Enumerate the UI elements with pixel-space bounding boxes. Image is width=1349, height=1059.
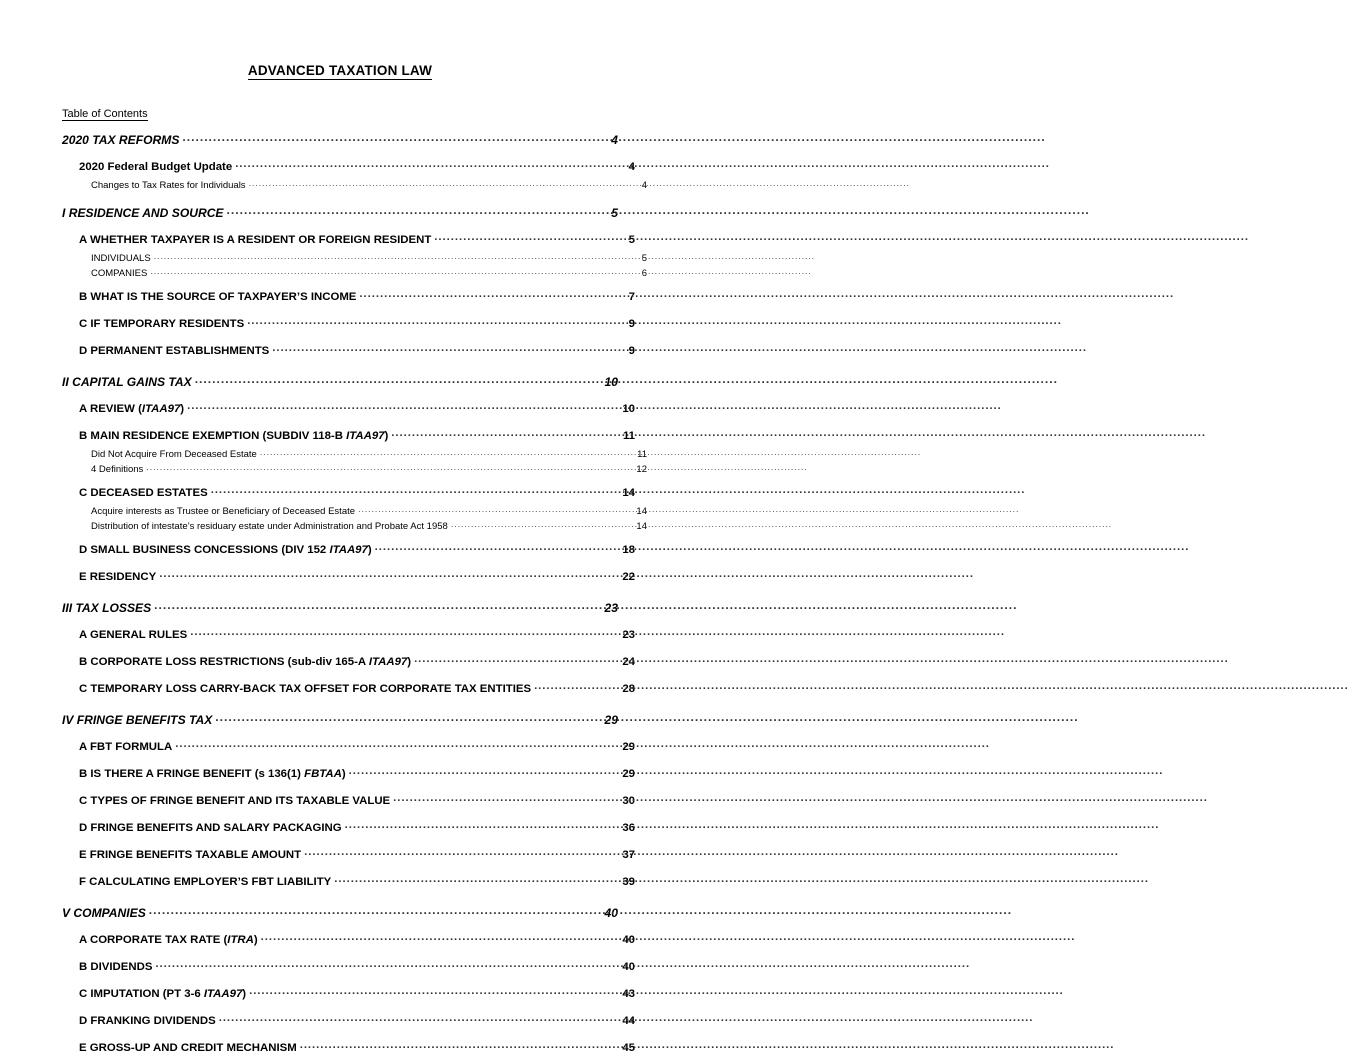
toc-dot-leader [247, 318, 617, 329]
toc-entry-label-suffix: ) [341, 768, 346, 780]
toc-entry[interactable] [79, 229, 635, 251]
toc-dot-leader [187, 403, 617, 414]
toc-page-number: 10 [604, 374, 618, 389]
toc-entry-label: B DIVIDENDS [79, 961, 153, 973]
toc-entry-label: Did Not Acquire From Deceased Estate [91, 449, 257, 460]
toc-entry-label-suffix: ) [384, 430, 389, 442]
toc-page-number: 29 [622, 741, 635, 753]
toc-dot-leader [227, 206, 601, 218]
toc-entry[interactable] [79, 929, 635, 951]
toc-entry[interactable] [79, 1037, 635, 1059]
toc-entry[interactable] [62, 901, 618, 924]
toc-entry[interactable] [79, 425, 635, 447]
toc-entry-citation: ITAA97 [203, 988, 243, 1000]
toc-page-number: 11 [637, 449, 647, 460]
toc-entry[interactable] [91, 251, 647, 266]
page-title [0, 63, 680, 78]
toc-page-number: 43 [622, 988, 635, 1000]
toc-entry-label: II CAPITAL GAINS TAX [62, 374, 192, 389]
toc-dot-leader [359, 291, 617, 302]
toc-entry-label: B WHAT IS THE SOURCE OF TAXPAYER’S INCOME [79, 291, 357, 303]
toc-dot-leader [334, 876, 617, 887]
toc-page-number: 7 [628, 291, 635, 303]
toc-entry-label-suffix: ) [407, 656, 412, 668]
toc-page-number: 14 [622, 487, 635, 499]
toc-page-number: 4 [611, 132, 618, 147]
toc-entry-label: D PERMANENT ESTABLISHMENTS [79, 345, 270, 357]
toc-page-number: 29 [622, 768, 635, 780]
toc-entry[interactable] [79, 566, 635, 588]
toc-entry-label: A GENERAL RULES [79, 629, 188, 641]
toc-entry[interactable] [79, 398, 635, 420]
toc-entry-label: Acquire interests as Trustee or Beneficiary of Deceased Estate [91, 506, 356, 517]
toc-entry[interactable] [79, 340, 635, 362]
toc-page-number: 39 [622, 876, 635, 888]
toc-entry[interactable] [79, 736, 635, 758]
toc-entry[interactable] [79, 790, 635, 812]
toc-entry-citation: ITAA97 [368, 656, 408, 668]
page-title-text: ADVANCED TAXATION LAW [247, 63, 433, 78]
toc-page-number: 45 [622, 1042, 635, 1054]
toc-entry-label: C IMPUTATION (PT 3-6 ITAA97) [79, 988, 247, 1000]
toc-dot-leader [451, 522, 631, 532]
toc-entry-label: C IF TEMPORARY RESIDENTS [79, 318, 245, 330]
toc-entry[interactable] [79, 844, 635, 866]
toc-entry-label: 2020 Federal Budget Update [79, 161, 233, 173]
toc-entry-label: 4 Definitions [91, 464, 144, 475]
toc-dot-leader [349, 768, 617, 779]
toc-dot-leader [154, 254, 631, 264]
toc-dot-leader [211, 487, 617, 498]
toc-entry[interactable] [79, 763, 635, 785]
toc-entry[interactable] [62, 370, 618, 393]
table-of-contents-list [62, 128, 647, 1059]
toc-dot-leader [190, 629, 617, 640]
toc-dot-leader [215, 713, 600, 725]
toc-dot-leader [434, 234, 617, 245]
toc-page-number: 6 [641, 268, 647, 279]
toc-entry-label: C TEMPORARY LOSS CARRY-BACK TAX OFFSET FOR CORPORATE TAX ENTITIES [79, 683, 532, 695]
toc-dot-leader [375, 544, 617, 555]
toc-page-number: 10 [622, 403, 635, 415]
toc-entry-label: D SMALL BUSINESS CONCESSIONS (DIV 152 ITAA97) [79, 544, 372, 556]
toc-dot-leader [249, 181, 631, 191]
table-of-contents-label-text: Table of Contents [62, 108, 148, 120]
toc-entry[interactable] [79, 313, 635, 335]
toc-dot-leader [149, 906, 600, 918]
toc-entry-citation: ITRA [227, 934, 254, 946]
toc-dot-leader [304, 849, 617, 860]
toc-dot-leader [249, 988, 617, 999]
toc-dot-leader [300, 1042, 617, 1053]
toc-page-number: 14 [636, 521, 647, 532]
toc-entry-label: D FRINGE BENEFITS AND SALARY PACKAGING [79, 822, 342, 834]
toc-entry-label: B MAIN RESIDENCE EXEMPTION (SUBDIV 118-B ITAA97) [79, 430, 389, 442]
toc-entry-label: A REVIEW (ITAA97) [79, 403, 185, 415]
toc-entry[interactable] [79, 678, 635, 700]
toc-dot-leader [345, 822, 617, 833]
toc-entry-label: I RESIDENCE AND SOURCE [62, 205, 224, 220]
toc-dot-leader [391, 430, 617, 441]
toc-entry[interactable] [91, 462, 647, 477]
toc-entry-label: E GROSS-UP AND CREDIT MECHANISM [79, 1042, 297, 1054]
toc-dot-leader [393, 795, 617, 806]
toc-dot-leader [146, 465, 631, 475]
toc-page-number: 5 [611, 205, 618, 220]
toc-page-number: 14 [636, 506, 647, 517]
toc-page-number: 4 [641, 180, 647, 191]
toc-page-number: 30 [622, 795, 635, 807]
toc-page-number: 40 [622, 961, 635, 973]
toc-entry[interactable] [79, 817, 635, 839]
toc-dot-leader [159, 571, 617, 582]
toc-dot-leader [261, 934, 617, 945]
toc-page-number: 11 [622, 430, 635, 442]
toc-page-number: 37 [622, 849, 635, 861]
toc-entry-label: C DECEASED ESTATES [79, 487, 208, 499]
toc-entry[interactable] [62, 708, 618, 731]
toc-dot-leader [175, 741, 617, 752]
toc-entry-label: A CORPORATE TAX RATE (ITRA) [79, 934, 258, 946]
toc-page-number: 40 [622, 934, 635, 946]
toc-page-number: 22 [622, 571, 635, 583]
toc-dot-leader [154, 601, 600, 613]
toc-entry[interactable] [79, 156, 635, 178]
toc-entry[interactable] [79, 983, 635, 1005]
toc-page-number: 5 [628, 234, 635, 246]
toc-entry-label-suffix: ) [253, 934, 258, 946]
toc-entry-label: INDIVIDUALS [91, 253, 151, 264]
toc-entry-label: A WHETHER TAXPAYER IS A RESIDENT OR FOREIGN RESIDENT [79, 234, 432, 246]
toc-entry-label: Changes to Tax Rates for Individuals [91, 180, 246, 191]
toc-entry-label: A FBT FORMULA [79, 741, 173, 753]
toc-page-number: 23 [604, 600, 618, 615]
toc-entry[interactable] [79, 956, 635, 978]
toc-page-number: 23 [622, 629, 635, 641]
toc-page-number: 28 [622, 683, 635, 695]
toc-entry-label: 2020 TAX REFORMS [62, 132, 180, 147]
toc-entry[interactable] [91, 519, 647, 534]
toc-dot-leader [534, 683, 617, 694]
toc-dot-leader [150, 269, 631, 279]
toc-dot-leader [155, 961, 617, 972]
toc-page-number: 5 [641, 253, 647, 264]
toc-page-number: 12 [636, 464, 647, 475]
toc-entry-label: B CORPORATE LOSS RESTRICTIONS (sub-div 165-A ITAA97) [79, 656, 412, 668]
toc-entry-label-suffix: ) [367, 544, 372, 556]
toc-dot-leader [182, 133, 600, 145]
table-of-contents-label [62, 108, 148, 120]
toc-entry-label-suffix: ) [242, 988, 247, 1000]
toc-entry-citation: ITAA97 [346, 430, 385, 442]
toc-page-number: 24 [622, 656, 635, 668]
toc-entry-label: III TAX LOSSES [62, 600, 152, 615]
toc-entry[interactable] [79, 482, 635, 504]
toc-dot-leader [235, 161, 617, 172]
toc-entry[interactable] [91, 266, 647, 281]
toc-page-number: 9 [628, 318, 635, 330]
toc-entry-label: IV FRINGE BENEFITS TAX [62, 712, 213, 727]
toc-entry-label: F CALCULATING EMPLOYER’S FBT LIABILITY [79, 876, 332, 888]
toc-page-number: 18 [622, 544, 635, 556]
toc-entry[interactable] [91, 504, 647, 519]
toc-entry[interactable] [62, 596, 618, 619]
toc-entry-citation: ITAA97 [329, 544, 368, 556]
toc-entry[interactable] [79, 286, 635, 308]
toc-page-number: 29 [604, 712, 618, 727]
toc-dot-leader [272, 345, 617, 356]
toc-entry-label: D FRANKING DIVIDENDS [79, 1015, 216, 1027]
toc-entry-label: E RESIDENCY [79, 571, 157, 583]
toc-entry[interactable] [62, 128, 618, 151]
toc-entry-label: B IS THERE A FRINGE BENEFIT (s 136(1) FBTAA) [79, 768, 346, 780]
toc-entry-label: V COMPANIES [62, 905, 146, 920]
toc-page-number: 36 [622, 822, 635, 834]
toc-entry[interactable] [79, 539, 635, 561]
toc-entry-label: Distribution of intestate’s residuary estate under Administration and Probate Act 1958 [91, 521, 448, 532]
toc-entry[interactable] [79, 1010, 635, 1032]
toc-entry-label: E FRINGE BENEFITS TAXABLE AMOUNT [79, 849, 302, 861]
toc-entry[interactable] [79, 624, 635, 646]
toc-entry[interactable] [62, 201, 618, 224]
toc-entry[interactable] [91, 447, 647, 462]
toc-entry-citation: ITAA97 [141, 403, 181, 415]
toc-entry-label-suffix: ) [180, 403, 185, 415]
toc-dot-leader [260, 450, 631, 460]
toc-entry-citation: FBTAA [304, 768, 342, 780]
toc-entry[interactable] [79, 871, 635, 893]
toc-dot-leader [195, 375, 600, 387]
toc-page-number: 4 [628, 161, 635, 173]
toc-dot-leader [358, 507, 631, 517]
toc-entry-label: C TYPES OF FRINGE BENEFIT AND ITS TAXABLE VALUE [79, 795, 391, 807]
toc-page-number: 40 [604, 905, 618, 920]
toc-dot-leader [414, 656, 617, 667]
toc-page-number: 9 [628, 345, 635, 357]
toc-entry-label: COMPANIES [91, 268, 148, 279]
toc-entry[interactable] [79, 651, 635, 673]
toc-entry[interactable] [91, 178, 647, 193]
toc-dot-leader [219, 1015, 617, 1026]
toc-page-number: 44 [622, 1015, 635, 1027]
